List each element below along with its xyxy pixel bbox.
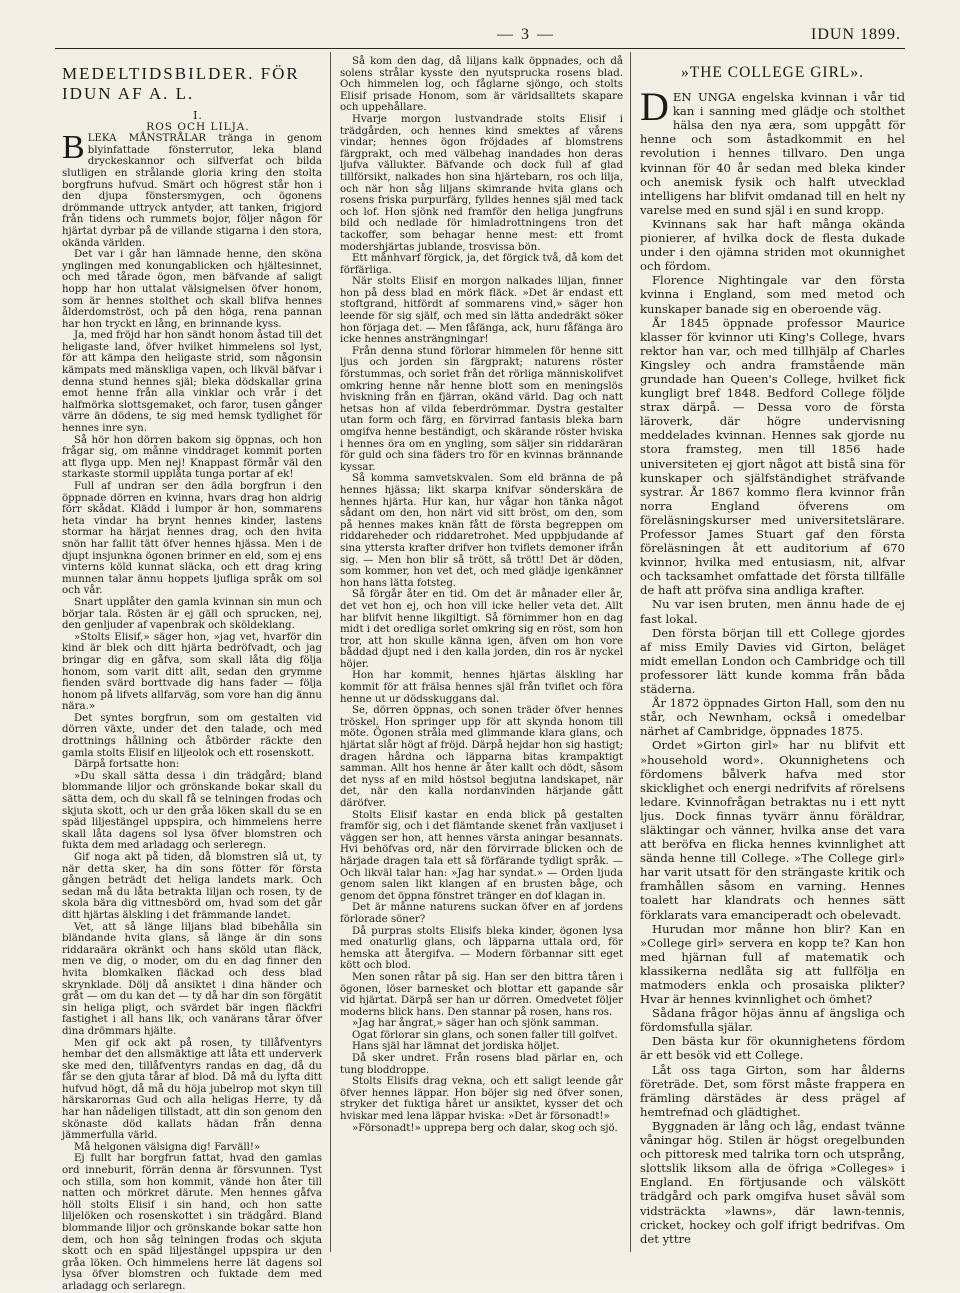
paragraph: »Försonadt!» upprepa berg och dalar, skog och sjö. (352, 1122, 618, 1134)
paragraph: År 1845 öppnade professor Maurice klasser för kvinnor uti King's College, hvars rektor han var, och med tillhjälp af Charles Kingsley och andra framstående män grundade han Queen's College, hvilket fick kungligt bref 1848. Bedford College följde strax därpå. — Dessa voro de första läroverk, där högre undervisning meddelades kvinnan. Hennes sak gjorde nu stora framsteg, men till 1856 hade universiteten ej gjort något att bistå sina för kunskaper och själfständighet sträfvande systrar. År 1867 kommo flera kvinnor från norra England öfverens om föreläsningskurser med universitetslärare. Professor James Stuart gaf den första föreläsningen åt ett auditorium af 670 kvinnor, hvilka med entusiasm, nit, alfvar och tacksamhet omfattade det första tillfälle de haft att pröfva sina andliga krafter. (640, 315, 905, 598)
paragraph: Ja, med fröjd har hon sändt honom åstad till det heligaste land, öfver hvilket himmelens sol lyst, för att kämpa den heligaste strid, som någonsin kämpats med mänskliga vapen, och likväl bäfvar i denna stund hennes själ; bleka dödskallar grina emot henne från alla vinklar och vrår i det halfmörka slottsgemaket, och faror, tusen gånger värre än dödens, te sig med hemsk tydlighet för hennes inre syn. (62, 330, 322, 435)
paragraph: Det var i går han lämnade henne, den sköna ynglingen med konungablicken och hjältesinnet, och med tårade ögon, men bäfvande af saligt hopp har hon uttalat välsignelsen öfver honom, som är hennes stolthet och skall blifva hennes ålderdomströst, och på den höga, rena pannan har hon tryckt en lång, en brinnande kyss. (62, 249, 322, 330)
paragraph: Men gif ock akt på rosen, ty tillåfventyrs hembar det den allsmäktige att låta ett underverk ske med den, tillåfventyrs randas en dag, då du får se den gjuta tårar af blod. Då må du lyfta ditt hufvud högt, då må du höja jubelrop mot skyn till härskarornas Gud och alla heligas Herre, ty då har han nådeligen tillstadt, att din son genom den skönaste död kallats hädan från denna jämmerfulla värld. (62, 1037, 322, 1142)
paragraph: Hon har kommit, hennes hjärtas älskling har kommit för att frälsa hennes själ från tviflet och föra henne ut ur dödsskuggans dal. (340, 670, 623, 705)
paragraph: Men sonen råtar på sig. Han ser den bittra tåren i ögonen, löser barnesket och blottar ett gapande sår vid hjärtat. Därpå ser han ur dörren. Omedvetet följer moderns blick hans. Den stannar på rosen, hans ros. (340, 971, 623, 1018)
paragraph: Från denna stund förlorar himmelen för henne sitt ljus och jorden sin färgprakt; naturens röster förstummas, och sorlet från det rörliga människolifvet omkring henne når henne blott som en meningslös hviskning från en fjärran, okänd värld. Dag och natt hetsas hon af vilda feberdrömmar. Dystra gestalter utan form och färg, en förvirrad fantasis bleka barn omgifva henne beständigt, och skärande röster hviska i hennes öra om en yngling, som säljer sin riddaräran för guld och sina fäders tro för en kvinnas brännande kyssar. (340, 345, 623, 473)
column-left (62, 56, 322, 1293)
paragraph: Florence Nightingale var den första kvinna i England, som med metod och kunskaper banade sig en oberoende väg. (640, 273, 905, 316)
paragraph: Hvarje morgon lustvandrade stolts Elisif i trädgården, och hennes kind smektes af vårens vindar; hennes ögon fröjdades af blomstrens färgprakt, och med välbehag inandades hon deras ljufva vällukter. Bäfvande och dock full af glad tillförsikt, nalkades hon sina hjärtebarn, ros och lilja, och när hon såg liljans skimrande hvita glans och rosens friska purpurfärg, fylldes hennes själ med tack och lof. Hon sjönk ned framför den heliga jungfruns bild och nedlade för himladrottningens tron det tackoffer, som behagar henne mest: ett fromt modershjärtas jublande, trosvissa bön. (340, 113, 623, 253)
paragraph: Då sker undret. Från rosens blad pärlar en, och tung bloddroppe. (340, 1053, 623, 1076)
paragraph: Kvinnans sak har haft många okända pionierer, af hvilka dock de flesta dukade under i den ojämna striden mot okunnighet och fördom. (640, 216, 905, 274)
section-number: I. (193, 109, 203, 122)
drop-cap: B (62, 129, 85, 167)
paragraph: Byggnaden är lång och låg, endast tvänne våningar hög. Stilen är högst oregelbunden och pittoresk med talrika torn och utsprång, slottslik liksom alla de öfriga »Colleges» i England. En förtjusande och välskött trädgård och park omgifva huset såväl som vidsträckta »lawns», där lawn-tennis, cricket, hockey och golf ifrigt bedrifvas. Om det yttre (640, 1118, 905, 1246)
paragraph: År 1872 öppnades Girton Hall, som den nu står, och Newnham, också i omedelbar närhet af Cambridge, öppnades 1875. (640, 696, 905, 739)
paragraph: Låt oss taga Girton, som har ålderns företräde. Det, som först måste frappera en främling därstädes är dess prägel af hemtrefnad och glädtighet. (640, 1062, 905, 1119)
paragraph: Så komma samvetskvalen. Som eld bränna de på hennes hjässa; likt skarpa knifvar sönderskära de hennes hjärta. Hur kan, hur vågar hon tänka något sådant om den, hon närt vid sitt bröst, om den, som på hennes makes knän fått de första begreppen om riddareheder och riddaretrohet. Med uppbjudande af sina yttersta krafter drifver hon tviflets demoner ifrån sig. — Men hon blir så trött, så trött! Det är döden, som kommer, hon vet det, och med glädje igenkänner hon hans lätta fotsteg. (340, 473, 623, 589)
paragraph: Ogat förlorar sin glans, och sonen faller till golfvet. (352, 1029, 618, 1041)
paragraph: Hurudan mor månne hon blir? Kan en »College girl» servera en kopp te? Kan hon med hjärnan full af matematik och klassikerna nedlåta sig att fullfölja en matmoders enkla och prosaiska plikter? Hvar är hennes kvinnlighet och ömhet? (640, 921, 905, 1007)
column-middle (340, 56, 623, 1134)
paragraph: BLEKA MÅNSTRÅLAR tränga in genom blyinfattade fönsterrutor, leka bland dryckeskannor och silfverfat och bilda slutligen en strålande gloria kring den stolta borgfruns hufvud. Smärt och högrest står hon i den djupa fönstersmygen, och ögonens drömmande uttryck antyder, att tanken, frigjord från tidens och rummets bojor, följer någon för hjärtat dyrbar på de villande stigarna i den stora, okända världen. (62, 129, 322, 249)
paragraph: Gif noga akt på tiden, då blomstren slå ut, ty när detta sker, ha din sons fötter för första gången beträdt det heliga landets mark. Och sedan må du låta betrakta liljan och rosen, ty de skola bära dig vittnesbörd om, hvad som det går ditt hjärtas älskling i det främmande landet. (62, 852, 322, 921)
paragraph: »Stolts Elisif,» säger hon, »jag vet, hvarför din kind är blek och ditt hjärta bedröfvadt, och jag bringar dig en gåfva, som skall låta dig följa honom, som varit ditt allt, sedan den grymme fienden svärd borttvade dig hans fader — följa honom på lifvets allfarväg, som vore han dig ännu nära.» (62, 631, 322, 713)
paragraph: Se, dörren öppnas, och sonen träder öfver hennes tröskel. Hon springer upp för att skynda honom till möte. Ögonen stråla med glimmande klara glans, och hjärtat slår högt af fröjd. Därpå hejdar hon sig hastigt; dragen hårdna och läpparna bitas krampaktigt samman. Allt hos henne är åter kallt och dödt, såsom det nyss af en mild höstsol begjutna landskapet, när det, när den kalla nordanvinden härjande gått däröfver. (340, 705, 623, 809)
paragraph: »Jag har ångrat,» säger han och sjönk samman. (352, 1018, 599, 1030)
header-rule (55, 48, 905, 49)
paragraph: Så hör hon dörren bakom sig öppnas, och hon frågar sig, om månne vinddraget kommit porten att flyga upp. Men nej! Knappast förmår väl den starkaste stormil upplåta tunga portar af ek! (62, 434, 322, 481)
column-right (640, 56, 905, 1246)
paragraph: När stolts Elisif en morgon nalkades liljan, finner hon på dess blad en mörk fläck. »Det är endast ett stoftgrand, hitfördt af sommarens vind,» säger hon leende för sig själf, och med sin lätta andedräkt söker hon förjaga det. — Men fåfänga, ack, huru fåfänga äro icke hennes ansträngningar! (340, 276, 623, 346)
paragraph: Så kom den dag, då liljans kalk öppnades, och då solens strålar kysste den nyutsprucka rosens blad. Och himmelen log, och fåglarne sjöngo, och stolts Elisif prisade Honom, som är världsalltets skapare och uppehållare. (340, 56, 623, 114)
paragraph: Det syntes borgfrun, som om gestalten vid dörren växte, under det den talade, och med drottnings hållning och åtbörder räckte den gamla stolts Elisif en liljeolok och ett rosenskott. (62, 712, 322, 759)
drop-cap: D (640, 84, 669, 130)
column-divider (330, 52, 331, 1252)
paragraph: Stolts Elisif kastar en enda blick på gestalten framför sig, och i det flämtande skenet från vaxljuset i väggen ser hon, att hennes värsta aningar besannats. Hvi behöfvas ord, när den förvirrade blicken och de härjade dragen tala ett så förfärande tydligt språk. — Och likväl talar han: »Jag har syndat.» — Orden ljuda genom salen likt klangen af en brusten båge, och genom det öppna fönstret tränger en dof klagan in. (340, 809, 623, 902)
paragraph: DEN UNGA engelska kvinnan i vår tid kan i sanning med glädje och stolthet hälsa den nya æra, som uppgått för henne och som åstadkommit en hel revolution i hennes tillvaro. Den unga kvinnan för 40 år sedan med bleka kinder och anemisk fysik och halft utvecklad intelligens har blifvit omdanad till en helt ny varelse med en sund själ i en sund kropp. (640, 84, 905, 217)
paragraph: Nu var isen bruten, men ännu hade de ej fast lokal. (640, 597, 905, 626)
paragraph: Ej fullt har borgfrun fattat, hvad den gamlas ord inneburit, förrän denna är försvunnen. Tyst och stilla, som hon kommit, vände hon åter till natten och mörkret därute. Men hennes gåfva höll stolts Elisif i sin hand, och hon satte liljelöken och rosenskottet i sin trädgård. Bland blommande liljor och grönskande bokar satte hon dem, och hon såg telningen frodas och skjuta skott och en späd liljestängel uppspira ur den gråa löken. Och himmelens herre lät dagens sol lysa öfver blomstren och fuktade dem med arladagg och serlaregn. (62, 1153, 322, 1292)
paragraph: Hans själ har lämnat det jordiska höljet. (352, 1041, 560, 1053)
page-header (55, 26, 905, 48)
paragraph: Den bästa kur för okunnighetens fördom är ett besök vid ett College. (640, 1034, 905, 1063)
column-divider (630, 52, 631, 1252)
article-title: MEDELTIDSBILDER. FÖR IDUN AF A. L. (62, 64, 300, 103)
article-subtitle: ROS OCH LILJA. (146, 120, 250, 133)
paragraph: Så förgår åter en tid. Om det är månader eller år, det vet hon ej, och hon vill icke heller veta det. Allt har blifvit henne likgiltigt. Så förnimmer hon en dag midt i det oredliga sorlet omkring sig en röst, som hon tror, att hon skulle känna igen, äfven om hon vore båddad djupt ned i den kalla jorden, din ros är nyckel höjer. (340, 589, 623, 670)
paragraph: Det är månne naturens suckan öfver en af jordens förlorade söner? (340, 902, 623, 925)
article-title: »THE COLLEGE GIRL». (680, 64, 864, 81)
paragraph: Må helgonen välsigna dig! Farväll!» (74, 1141, 261, 1153)
paragraph: Den första början till ett College gjordes af miss Emily Davies vid Girton, beläget midt emellan London och Cambridge och till professorer lätt kunde komma från båda städerna. (640, 625, 905, 697)
paragraph: Ordet »Girton girl» har nu blifvit ett »household word». Okunnighetens och fördomens bålverk hafva med stor skicklighet och energi nedrifvits af rörelsens ledare. Kvinnofrågan betraktas nu i ett nytt ljus. Dock finnas tyvärr ännu föräldrar, släktingar och vänner, hvilka anse det vara att beröfva en flicka hennes kvinnlighet att sända henne till College. »The College girl» har varit utsatt för den strängaste kritik och framhållen såsom en varning. Hennes toalett har klandrats och hennes sätt förklarats vara emanciperadt och obelevadt. (640, 738, 905, 922)
paragraph: Vet, att så länge liljans blad bibehålla sin bländande hvita glans, så länge är din sons riddaraära okränkt och hans sköld utan fläck, men ve dig, o moder, om du en dag finner den hvita blomkalken fläckad och dess blad skrynklade. Dölj då ansiktet i dina händer och gråt — om du kan det — ty då har din son förgätit sin heliga pligt, och svärdet bär ingen fläckfri fastighet i all hans lik, och vanärans tårar öfver dina drömmars hjälte. (62, 921, 322, 1037)
paragraph: Ett månhvarf förgick, ja, det förgick två, då kom det förfärliga. (340, 253, 623, 276)
paragraph: Stolts Elisifs drag vekna, och ett saligt leende går öfver hennes läppar. Hon böjer sig ned öfver sonen, stryker det fuktiga håret ur ansiktet, kysser det och hviskar med lena läppar hviska: »Det är försonadt!» (340, 1076, 623, 1123)
paragraph: Full af undran ser den ädla borgfrun i den öppnade dörren en kvinna, hvars drag hon aldrig förr skådat. Klädd i lumpor är hon, sommarens heta vindar ha brynt hennes kinder, lastens stormar ha härjat hennes drag, och den hvita snön har fallit tätt öfver hennes hjässa. Men i de djupt insjunkna ögonen brinner en eld, som ej ens vinterns köld kunnat släcka, och ett drag kring munnen talar ännu hoppets ljufliga språk om sol och vår. (62, 481, 322, 597)
page-number: — 3 — (497, 26, 555, 43)
paragraph: Då purpras stolts Elisifs bleka kinder, ögonen lysa med onaturlig glans, och läpparna uttala ord, för hemska att återgifva. — Modern förbannar sitt eget kött och blod. (340, 925, 623, 972)
paragraph: Sådana frågor höjas ännu af ängsliga och fördomsfulla själar. (640, 1006, 905, 1035)
magazine-issue: IDUN 1899. (811, 26, 901, 43)
paragraph: Därpå fortsatte hon: (74, 759, 180, 771)
paragraph: »Du skall sätta dessa i din trädgård; bland blommande liljor och grönskande bokar skall du sätta dem, och du skall få se telningen frodas och skjuta skott, och ur den gråa löken skall du se en späd liljestängel uppspira, och himmelens herre skall låta dagens sol lysa öfver blomstren och fukta dem med arladagg och serleregn. (62, 770, 322, 852)
paragraph: Snart upplåter den gamla kvinnan sin mun och börjar tala. Rösten är ej gäll och sprucken, nej, den genljuder af vapenbrak och sköldeklang. (62, 596, 322, 632)
